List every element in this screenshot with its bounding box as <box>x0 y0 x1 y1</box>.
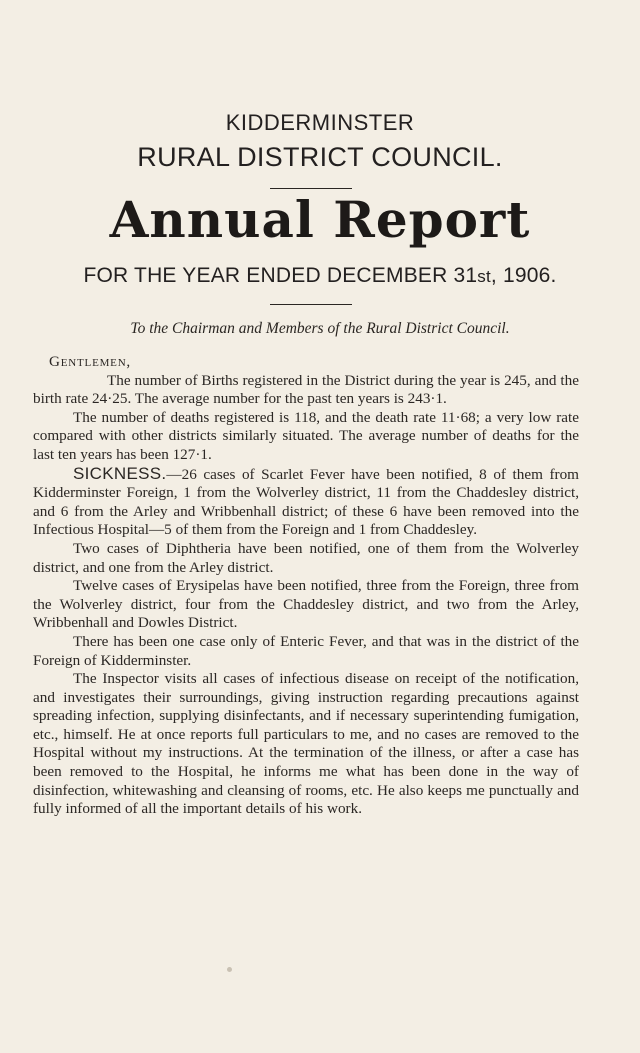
sickness-heading: SICKNESS. <box>73 463 167 483</box>
paragraph-births: The number of Births registered in the District during the year is 245, and the birth rate 24·25. The average number for the past ten years is 243·1. <box>33 371 579 408</box>
report-year-line <box>0 264 640 288</box>
paragraph-erysipelas: Twelve cases of Erysipelas have been notified, three from the Foreign, three from the Wolverley district, four from the Chaddesley district, and two from the Arley, Wribbenhall and Dowles District. <box>33 577 579 632</box>
divider-rule-top <box>270 188 352 189</box>
council-name-line1: KIDDERMINSTER <box>225 110 415 135</box>
paragraph-enteric: There has been one case only of Enteric Fever, and that was in the district of the Foreign of Kidderminster. <box>33 632 579 669</box>
paper-speck <box>227 967 232 972</box>
paragraph-inspector: The Inspector visits all cases of infectious disease on receipt of the notification, and investigates their surroundings, giving instruction regarding precautions against spreading infection, supplying disinfectants, and if necessary superintending fumigation, etc., himself. He at once reports full particulars to me, and no cases are removed to the Hospital without my instructions. At the termination of the illness, or after a case has been removed to the Hospital, he informs me what has been done in the way of disinfection, whitewashing and cleansing of rooms, etc. He also keeps me punctually and fully informed of all the important details of his work. <box>33 670 579 818</box>
greeting: Gentlemen, <box>49 353 132 370</box>
paragraph-sickness <box>33 465 579 540</box>
sickness-text: —26 cases of Scarlet Fever have been notified, 8 of them from Kidderminster Foreign, 1 from the Wolverley district, 11 from the Chaddesley district, and 6 from the Arley and Wribbenhall district; of these 6 have been removed into the Infectious Hospital—5 of them from the Foreign and 1 from Chaddesley. <box>33 465 579 539</box>
paragraph-diphtheria: Two cases of Diphtheria have been notified, one of them from the Wolverley district, and one from the Arley district. <box>33 539 579 576</box>
paragraph-deaths: The number of deaths registered is 118, and the death rate 11·68; a very low rate compared with other districts similarly situated. The average number of deaths for the last ten years has been 127·1. <box>33 408 579 463</box>
report-body <box>33 353 579 819</box>
divider-rule-bottom <box>270 304 352 305</box>
year-line-main: FOR THE YEAR ENDED DECEMBER 31 <box>83 264 478 287</box>
year-line-ordinal: st <box>477 267 491 286</box>
council-name-line2: RURAL DISTRICT COUNCIL. <box>137 142 503 172</box>
report-title: Annual Report <box>109 190 531 249</box>
salutation: To the Chairman and Members of the Rural District Council. <box>130 320 510 337</box>
year-line-end: , 1906. <box>490 264 557 287</box>
